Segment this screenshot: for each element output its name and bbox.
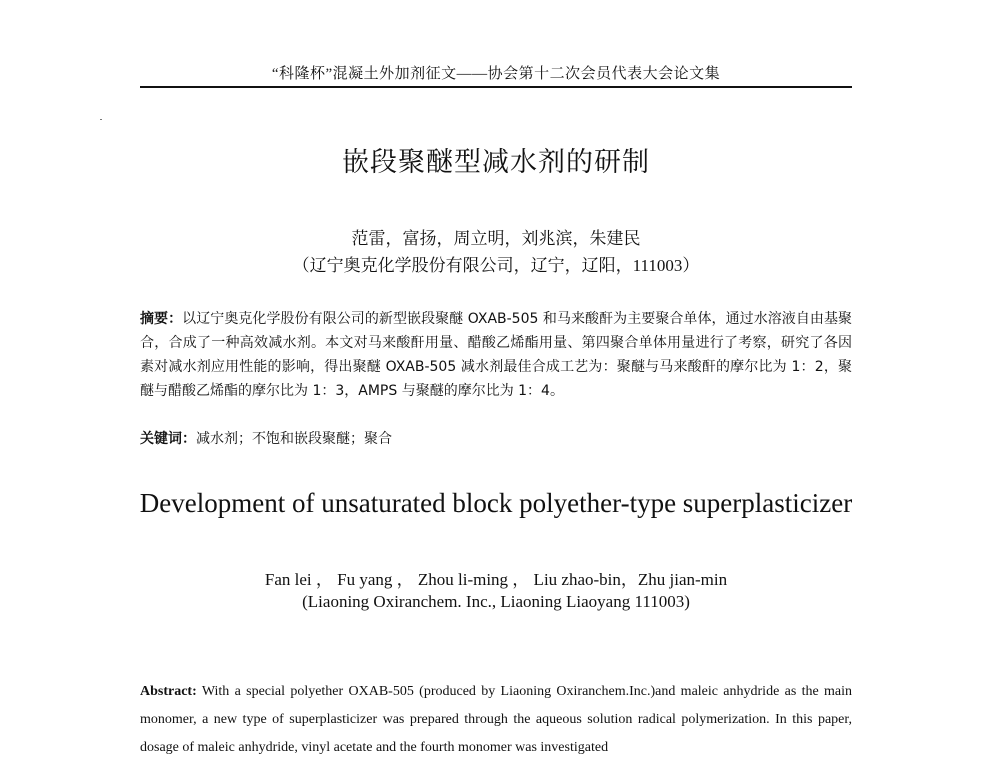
chinese-abstract-label: 摘要：	[140, 311, 183, 327]
chinese-title: 嵌段聚醚型减水剂的研制	[342, 147, 650, 178]
chinese-keywords-text: 减水剂；不饱和嵌段聚醚；聚合	[196, 431, 392, 447]
english-title: Development of unsaturated block polyether-type superplasticizer	[139, 488, 853, 518]
chinese-affiliation: （辽宁奥克化学股份有限公司，辽宁，辽阳，111003）	[292, 256, 700, 275]
scan-mark	[100, 119, 102, 120]
chinese-authors: 范雷，富扬，周立明，刘兆滨，朱建民	[351, 229, 641, 248]
chinese-keywords	[140, 427, 852, 451]
english-abstract-text: With a special polyether OXAB-505 (produced by Liaoning Oxiranchem.Inc.)and maleic anhydride as the main monomer, a new type of superplasticizer was prepared through the aqueous solution radical polymerization. In this paper, dosage of maleic anhydride, vinyl acetate and the fourth monomer was investigated	[140, 684, 853, 755]
chinese-abstract-text: 以辽宁奥克化学股份有限公司的新型嵌段聚醚 OXAB-505 和马来酸酐为主要聚合单体，通过水溶液自由基聚合，合成了一种高效减水剂。本文对马来酸酐用量、醋酸乙烯酯用量、第四聚合单体用量进行了考察，研究了各因素对减水剂应用性能的影响，得出聚醚 OXAB-505 减水剂最佳合成工艺为：聚醚与马来酸酐的摩尔比为 1：2，聚醚与醋酸乙烯酯的摩尔比为 1：3，AMPS 与聚醚的摩尔比为 1：4。	[140, 311, 853, 399]
english-abstract-label: Abstract:	[140, 684, 197, 699]
header-rule	[140, 86, 852, 88]
chinese-keywords-label: 关键词：	[140, 431, 196, 447]
english-authors: Fan lei ， Fu yang ， Zhou li-ming ， Liu zhao-bin，Zhu jian-min	[264, 570, 728, 589]
english-abstract	[140, 678, 852, 762]
english-affiliation: (Liaoning Oxiranchem. Inc., Liaoning Liaoyang 111003)	[302, 592, 690, 611]
running-header: “科隆杯”混凝土外加剂征文——协会第十二次会员代表大会论文集	[271, 66, 721, 82]
chinese-abstract	[140, 307, 852, 403]
